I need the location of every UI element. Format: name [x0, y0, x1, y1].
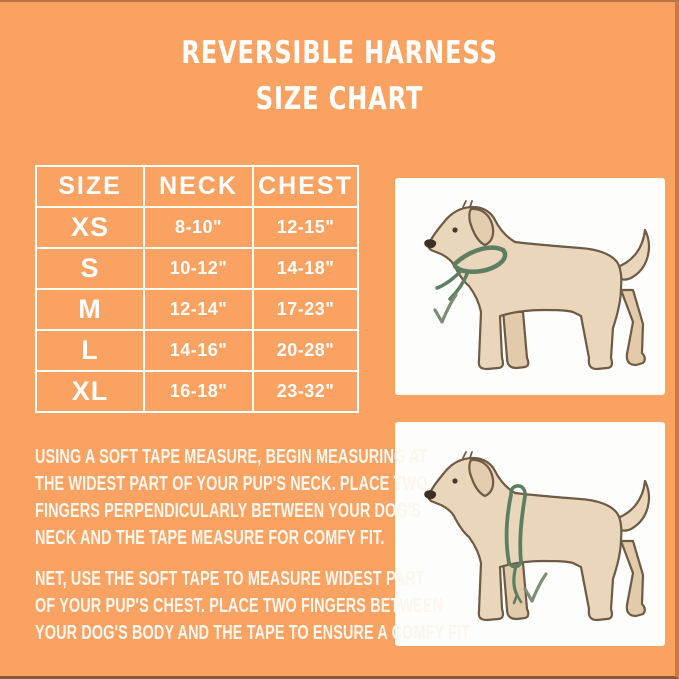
neck-cell: 12-14" [144, 289, 253, 330]
page-title [75, 30, 605, 122]
table-row-xs [36, 207, 358, 248]
instruction-line: NET, USE THE SOFT TAPE TO MEASURE WIDEST PART [35, 568, 425, 590]
table-row-l [36, 330, 358, 371]
dog-neck-illustration [395, 178, 665, 395]
dog-eye [452, 227, 457, 232]
instruction-line: YOUR DOG'S BODY AND THE TAPE TO ENSURE A COMFY FIT [35, 622, 471, 644]
column-header-chest: CHEST [253, 166, 358, 207]
check-icon [525, 574, 546, 601]
dog-far-hind-leg [621, 290, 645, 365]
neck-cell: 8-10" [144, 207, 253, 248]
table-header-row [36, 166, 358, 207]
size-cell: XS [36, 207, 144, 248]
neck-cell: 16-18" [144, 371, 253, 412]
chest-cell: 12-15" [253, 207, 358, 248]
dog-nose [424, 239, 436, 248]
table-row-m [36, 289, 358, 330]
size-cell: L [36, 330, 144, 371]
table-row-xl [36, 371, 358, 412]
dog-far-front-leg [503, 310, 528, 368]
table-row-s [36, 248, 358, 289]
size-cell: S [36, 248, 144, 289]
chest-cell: 17-23" [253, 289, 358, 330]
title-line-1: REVERSIBLE HARNESS [181, 35, 498, 71]
size-cell: XL [36, 371, 144, 412]
instruction-line: FINGERS PERPENDICULARLY BETWEEN YOUR DOG'S [35, 500, 422, 522]
chest-cell: 23-32" [253, 371, 358, 412]
neck-instructions [35, 444, 428, 552]
chest-instructions [35, 566, 470, 647]
size-table [35, 165, 359, 413]
instruction-line: OF YOUR PUP'S CHEST. PLACE TWO FINGERS BETWEEN [35, 595, 444, 617]
dog-far-hind-leg [621, 541, 645, 616]
instruction-line: THE WIDEST PART OF YOUR PUP'S NECK. PLACE TWO [35, 473, 428, 495]
neck-cell: 14-16" [144, 330, 253, 371]
neck-measurement-card [395, 178, 665, 395]
column-header-size: SIZE [36, 166, 144, 207]
instruction-line: NECK AND THE TAPE MEASURE FOR COMFY FIT. [35, 527, 385, 549]
title-line-2: SIZE CHART [255, 81, 424, 117]
size-cell: M [36, 289, 144, 330]
instruction-line: USING A SOFT TAPE MEASURE, BEGIN MEASURING AT [35, 446, 428, 468]
column-header-neck: NECK [144, 166, 253, 207]
dog-head-tufts [463, 201, 472, 207]
neck-cell: 10-12" [144, 248, 253, 289]
dog-head-tufts [463, 452, 472, 458]
dog-eye [452, 478, 457, 483]
check-icon [435, 295, 456, 322]
chest-cell: 20-28" [253, 330, 358, 371]
chest-cell: 14-18" [253, 248, 358, 289]
